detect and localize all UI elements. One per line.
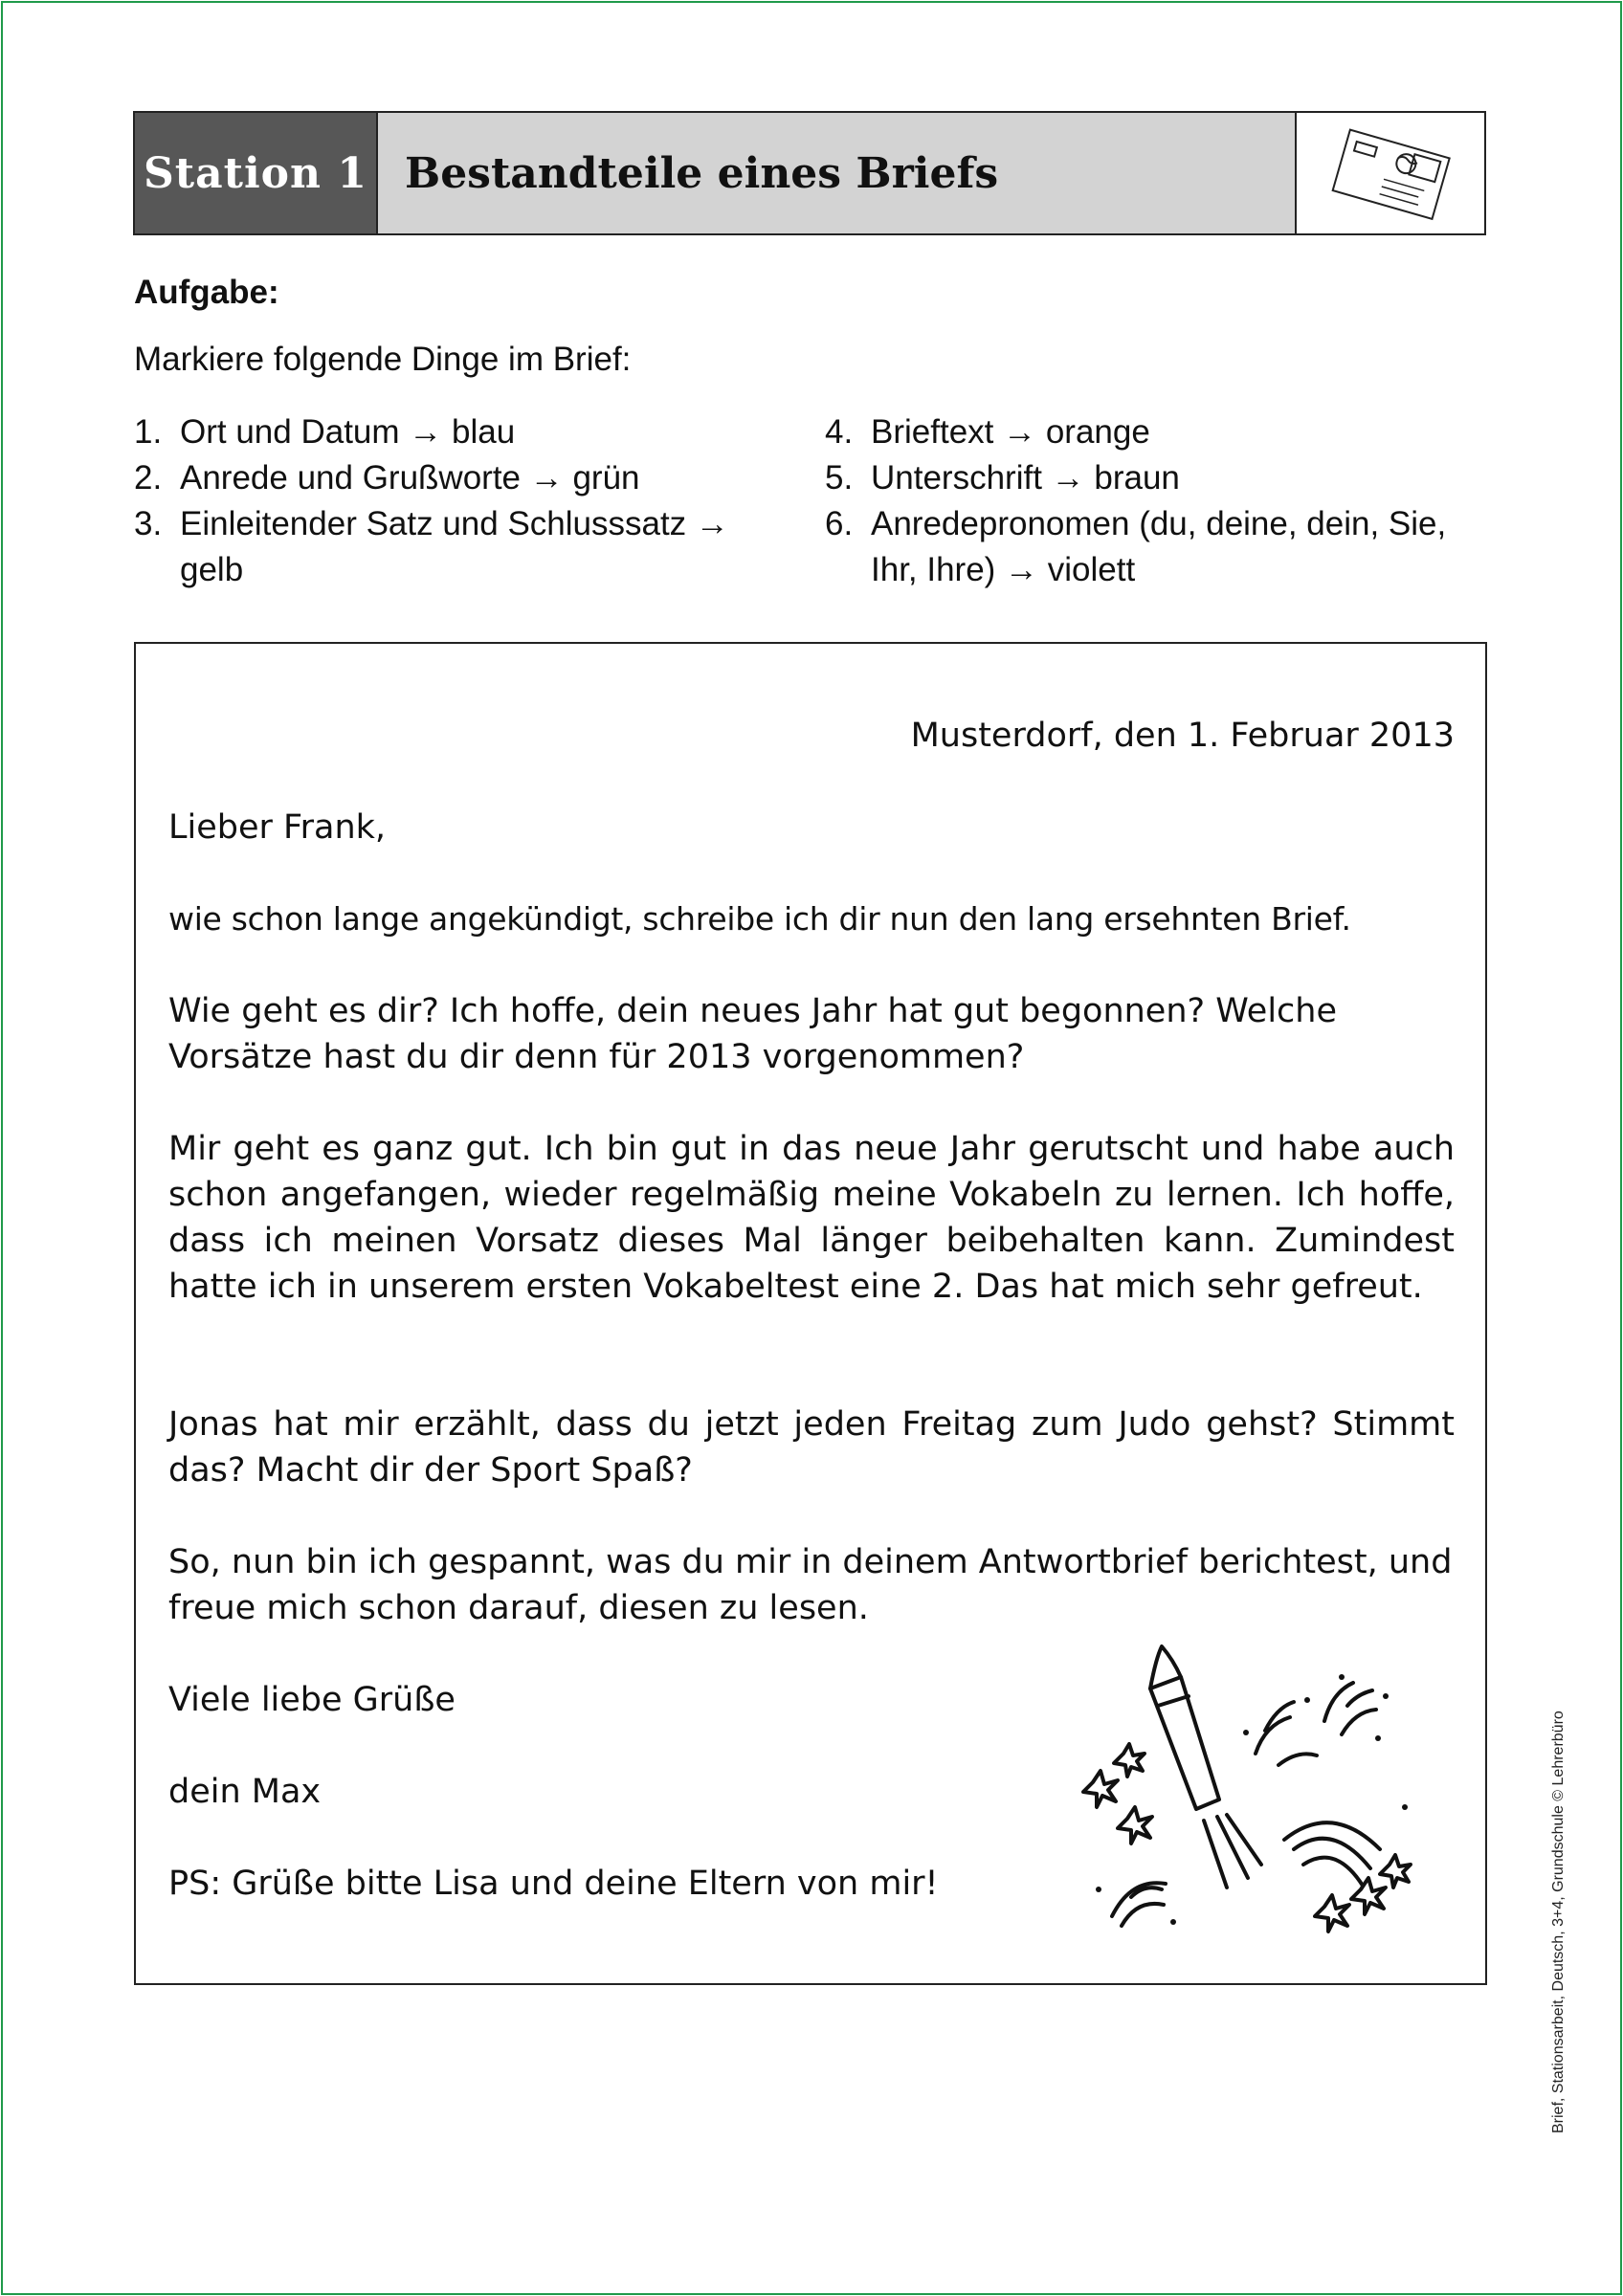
copyright-note: Brief, Stationsarbeit, Deutsch, 3+4, Grundschule © Lehrerbüro (1550, 1711, 1567, 2133)
postcard-icon (1297, 113, 1484, 233)
task-text: Unterschrift → braun (871, 459, 1180, 497)
task-item (134, 409, 785, 455)
letter-signature: dein Max (168, 1773, 322, 1811)
task-number: 4. (825, 413, 854, 451)
task-heading: Aufgabe: (134, 274, 279, 311)
station-header (133, 111, 1486, 235)
task-text: Ort und Datum → blau (180, 413, 516, 451)
letter-greeting: Viele liebe Grüße (168, 1681, 456, 1719)
letter-salutation: Lieber Frank, (168, 808, 387, 847)
task-list-left (134, 409, 785, 593)
task-number: 3. (134, 505, 163, 542)
task-item (825, 409, 1495, 455)
task-text: Brieftext → orange (871, 413, 1150, 451)
letter-closing-sentence: So, nun bin ich gespannt, was du mir in deinem Antwortbrief berichtest, und freue mich schon darauf, diesen zu lesen. (168, 1543, 1453, 1627)
letter-ps: PS: Grüße bitte Lisa und deine Eltern von mir! (168, 1865, 939, 1903)
task-item (825, 501, 1495, 593)
task-text: Anredepronomen (du, deine, dein, Sie, Ihr, Ihre) → violett (871, 505, 1447, 588)
task-number: 6. (825, 505, 854, 542)
task-text: Anrede und Grußworte → grün (180, 459, 640, 497)
task-item (825, 455, 1495, 501)
task-item (134, 501, 785, 593)
page-title: Bestandteile eines Briefs (378, 113, 1297, 233)
task-text: Einleitender Satz und Schlusssatz → gelb (180, 505, 729, 588)
task-number: 1. (134, 413, 163, 451)
task-list-right (825, 409, 1495, 593)
rocket-fireworks-icon (1074, 1639, 1437, 1954)
station-label: Station 1 (135, 113, 378, 233)
letter-intro: wie schon lange angekündigt, schreibe ich dir nun den lang ersehnten Brief. (168, 900, 1351, 938)
letter-paragraph: Wie geht es dir? Ich hoffe, dein neues Jahr hat gut begonnen? Welche Vorsätze hast du dir denn für 2013 vorgenommen? (168, 992, 1338, 1076)
letter-date: Musterdorf, den 1. Februar 2013 (910, 717, 1455, 755)
task-item (134, 455, 785, 501)
task-number: 2. (134, 459, 163, 497)
task-intro: Markiere folgende Dinge im Brief: (134, 341, 632, 378)
task-number: 5. (825, 459, 854, 497)
letter-paragraph: Jonas hat mir erzählt, dass du jetzt jeden Freitag zum Judo gehst? Stimmt das? Macht dir der Sport Spaß? (168, 1405, 1455, 1490)
letter-box (134, 642, 1487, 1985)
letter-paragraph: Mir geht es ganz gut. Ich bin gut in das neue Jahr gerutscht und habe auch schon angefangen, wieder regelmäßig meine Vokabeln zu lernen. Ich hoffe, dass ich meinen Vorsatz dieses Mal länger beibehalten kann. Zumindest hatte ich in unserem ersten Vokabeltest eine 2. Das hat mich sehr gefreut. (168, 1130, 1455, 1306)
